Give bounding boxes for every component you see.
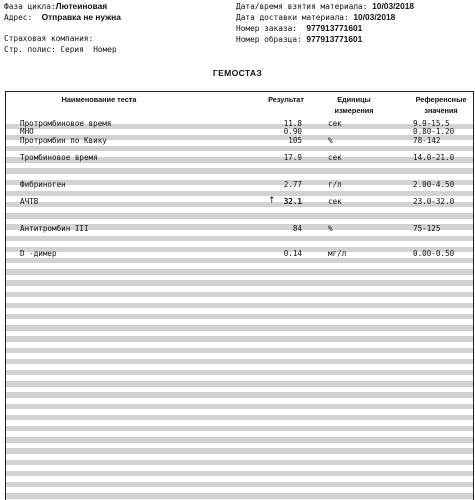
row-stripe bbox=[6, 146, 473, 152]
cycle-phase-line bbox=[4, 1, 107, 12]
table-row bbox=[6, 127, 473, 136]
test-name: МНО bbox=[20, 127, 34, 136]
delivery-date-value: 10/03/2018 bbox=[353, 12, 396, 22]
row-stripe bbox=[6, 415, 473, 421]
test-reference: 9.9-15.5 bbox=[413, 119, 450, 128]
row-stripe bbox=[6, 336, 473, 342]
row-stripe bbox=[6, 370, 473, 376]
test-unit: сек bbox=[328, 119, 342, 128]
test-name: Протромбиновое время bbox=[20, 119, 112, 128]
policy-label: Стр. полис: Серия bbox=[4, 45, 84, 54]
header-ref-1: Референсные bbox=[415, 95, 467, 104]
test-reference: 2.00-4.50 bbox=[413, 180, 455, 189]
row-stripe bbox=[6, 437, 473, 443]
table-row bbox=[6, 224, 473, 233]
row-stripe bbox=[6, 303, 473, 309]
test-result: 17.9 bbox=[283, 153, 302, 162]
insurance-label: Страховая компания: bbox=[4, 34, 94, 43]
test-result: 0.90 bbox=[283, 127, 302, 136]
row-stripe bbox=[6, 292, 473, 298]
test-name: Протромбин по Квику bbox=[20, 136, 107, 145]
cycle-phase-label: Фаза цикла: bbox=[4, 2, 56, 11]
arrow-up-icon: ↑ bbox=[268, 196, 276, 206]
test-unit: мг/л bbox=[328, 249, 347, 258]
row-stripe bbox=[6, 348, 473, 354]
policy-line bbox=[4, 45, 117, 55]
row-stripe bbox=[6, 448, 473, 454]
sample-date-line bbox=[236, 1, 414, 12]
header-ref-2: значения bbox=[424, 106, 458, 115]
test-reference: 78-142 bbox=[413, 136, 441, 145]
row-stripe bbox=[6, 168, 473, 174]
row-stripe bbox=[6, 460, 473, 466]
row-stripe bbox=[6, 191, 473, 197]
order-number-label: Номер заказа: bbox=[236, 24, 298, 33]
row-stripe bbox=[6, 359, 473, 365]
test-name: АЧТВ bbox=[20, 197, 39, 206]
specimen-number-label: Номер образца: bbox=[236, 35, 302, 44]
test-result: 0.14 bbox=[283, 249, 302, 258]
test-name: Тромбиновое время bbox=[20, 153, 98, 162]
test-unit: сек bbox=[328, 153, 342, 162]
address-line bbox=[4, 12, 121, 23]
row-stripe bbox=[6, 258, 473, 264]
test-unit: % bbox=[328, 136, 333, 145]
test-name: Антитромбин III bbox=[20, 224, 89, 233]
row-stripe bbox=[6, 314, 473, 320]
table-row bbox=[6, 136, 473, 145]
table-row bbox=[6, 153, 473, 162]
row-stripe bbox=[6, 269, 473, 275]
row-stripe bbox=[6, 404, 473, 410]
cycle-phase-value: Лютеиновая bbox=[55, 1, 108, 11]
header-units-2: измерения bbox=[334, 106, 374, 115]
sample-date-label: Дата/время взятия материала: bbox=[236, 2, 368, 11]
row-stripe bbox=[6, 482, 473, 488]
row-stripe bbox=[6, 392, 473, 398]
section-title: ГЕМОСТАЗ bbox=[212, 68, 263, 78]
policy-number-label: Номер bbox=[93, 45, 117, 54]
row-stripes bbox=[6, 119, 473, 500]
results-table bbox=[5, 91, 474, 500]
order-number-line bbox=[236, 23, 362, 34]
row-stripe bbox=[6, 426, 473, 432]
test-result: 32.1 bbox=[283, 197, 302, 206]
test-reference: 75-125 bbox=[413, 224, 441, 233]
table-row bbox=[6, 249, 473, 258]
specimen-number-value: 977913771601 bbox=[306, 34, 363, 44]
row-stripe bbox=[6, 471, 473, 477]
test-reference: 0.00-0.50 bbox=[413, 249, 455, 258]
row-stripe bbox=[6, 325, 473, 331]
test-unit: сек bbox=[328, 197, 342, 206]
test-unit: г/л bbox=[328, 180, 342, 189]
address-value: Отправка не нужна bbox=[41, 12, 121, 22]
row-stripe bbox=[6, 381, 473, 387]
header-units-1: Единицы bbox=[337, 95, 371, 104]
test-name: D -димер bbox=[20, 249, 57, 258]
header-result: Результат bbox=[268, 95, 304, 104]
row-stripe bbox=[6, 493, 473, 499]
test-result: 2.77 bbox=[283, 180, 302, 189]
address-label: Адрес: bbox=[4, 13, 33, 22]
test-result: 84 bbox=[292, 224, 302, 233]
test-reference: 23.0-32.0 bbox=[413, 197, 455, 206]
test-name: Фибриноген bbox=[20, 180, 66, 189]
test-reference: 0.80-1.20 bbox=[413, 127, 455, 136]
sample-date-value: 10/03/2018 bbox=[372, 1, 415, 11]
row-stripe bbox=[6, 213, 473, 219]
table-row bbox=[6, 180, 473, 189]
delivery-date-line bbox=[236, 12, 395, 23]
row-stripe bbox=[6, 280, 473, 286]
test-result: 11.8 bbox=[283, 119, 302, 128]
header-test: Наименование теста bbox=[61, 95, 137, 104]
order-number-value: 977913771601 bbox=[306, 23, 363, 33]
table-row bbox=[6, 197, 473, 206]
test-unit: % bbox=[328, 224, 333, 233]
specimen-number-line bbox=[236, 34, 362, 45]
test-result: 105 bbox=[288, 136, 302, 145]
delivery-date-label: Дата доставки материала: bbox=[236, 13, 349, 22]
test-reference: 14.0-21.0 bbox=[413, 153, 455, 162]
row-stripe bbox=[6, 236, 473, 242]
